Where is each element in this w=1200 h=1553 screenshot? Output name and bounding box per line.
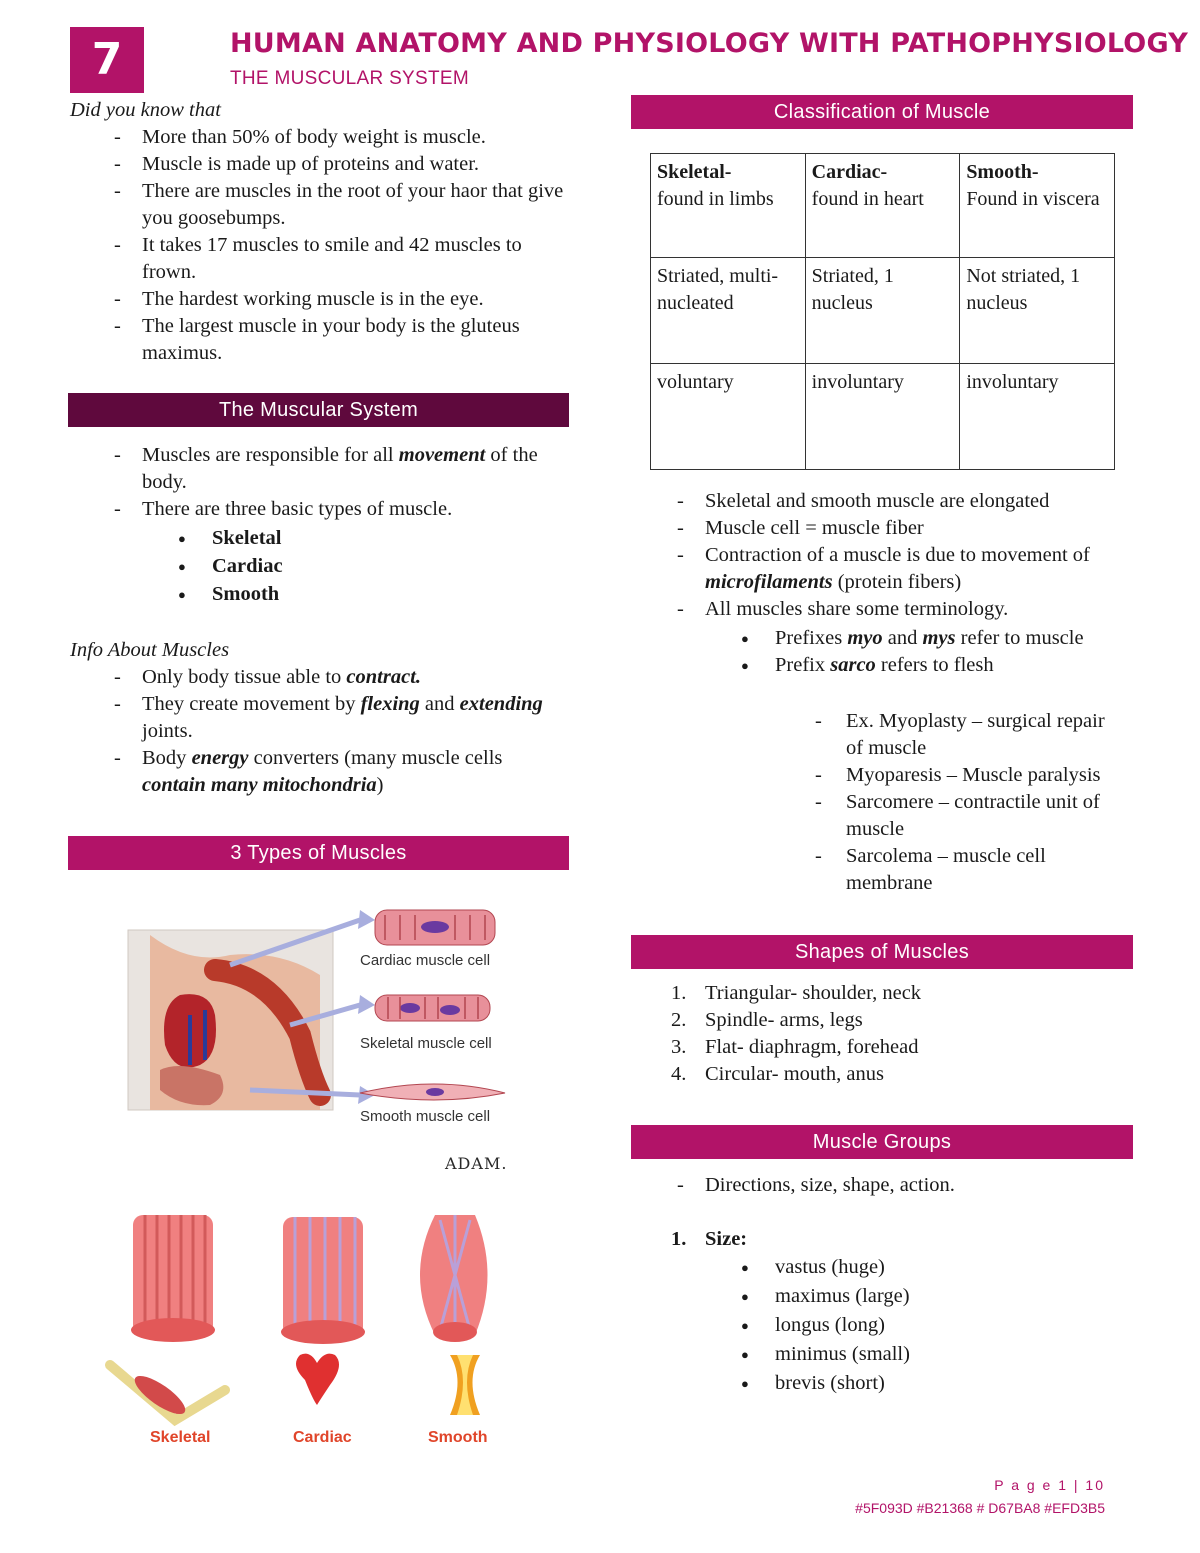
list-item: ● minimus (small): [741, 1343, 910, 1365]
muscle-types-list: [70, 525, 570, 608]
list-item: - Directions, size, shape, action.: [633, 1172, 1113, 1199]
list-item: - The hardest working muscle is in the eye.: [70, 286, 570, 313]
table-cell: involuntary: [960, 364, 1115, 470]
list-item: - Sarcomere – contractile unit of muscle: [815, 791, 1100, 840]
list-item: - Only body tissue able to contract.: [70, 664, 570, 691]
cardiac-cell-label: Cardiac muscle cell: [360, 952, 491, 969]
section-band-muscular-system: The Muscular System: [68, 393, 569, 427]
list-item: - It takes 17 muscles to smile and 42 muscles to frown.: [70, 232, 570, 286]
skeletal-cell-icon: [375, 995, 490, 1021]
classification-table: [650, 153, 1115, 470]
list-item: 4. Circular- mouth, anus: [671, 1063, 884, 1085]
color-codes: #5F093D #B21368 # D67BA8 #EFD3B5: [855, 1500, 1105, 1516]
muscular-system-list: [70, 442, 570, 523]
muscle-tissue-figure: [105, 1205, 505, 1455]
table-cell: Striated, 1 nucleus: [805, 258, 960, 364]
skeletal-label: Skeletal: [150, 1429, 211, 1446]
smooth-vessel-icon: [450, 1355, 480, 1415]
table-cell: Cardiac- found in heart: [805, 154, 960, 258]
did-you-know-heading: Did you know that: [70, 99, 221, 121]
smooth-tissue-icon: [420, 1215, 488, 1342]
list-item: - Myoparesis – Muscle paralysis: [815, 764, 1101, 786]
info-list: [70, 664, 570, 799]
list-item: ● Prefixes myo and mys refer to muscle: [741, 627, 1084, 649]
page-title: HUMAN ANATOMY AND PHYSIOLOGY WITH PATHOPHYSIOLOGY: [230, 28, 1188, 59]
page-number: P a g e 1 | 10: [994, 1477, 1105, 1493]
list-item: 1. Triangular- shoulder, neck: [671, 982, 922, 1004]
list-item: - There are three basic types of muscle.: [70, 496, 570, 523]
table-row: [651, 154, 1115, 258]
table-cell: Not striated, 1 nucleus: [960, 258, 1115, 364]
size-list: [633, 1254, 1113, 1397]
muscle-cells-figure: [120, 895, 550, 1180]
skeletal-cell-label: Skeletal muscle cell: [360, 1035, 492, 1052]
list-item: ● brevis (short): [741, 1372, 885, 1394]
list-item: - Body energy converters (many muscle cells contain many mitochondria): [70, 745, 570, 799]
smooth-cell-label: Smooth muscle cell: [360, 1108, 491, 1125]
list-item: 3. Flat- diaphragm, forehead: [671, 1036, 919, 1058]
list-item: - Muscles are responsible for all movement of the body.: [70, 442, 570, 496]
table-cell: Striated, multi-nucleated: [651, 258, 806, 364]
table-cell: Skeletal- found in limbs: [651, 154, 806, 258]
table-row: [651, 364, 1115, 470]
size-heading: 1. Size:: [671, 1228, 748, 1250]
classification-list: [633, 488, 1133, 623]
skeletal-tissue-icon: [131, 1215, 215, 1342]
list-item: ● longus (long): [741, 1314, 885, 1336]
page-subtitle: THE MUSCULAR SYSTEM: [230, 68, 470, 89]
list-item: 2. Spindle- arms, legs: [671, 1009, 863, 1031]
list-item: - Skeletal and smooth muscle are elongated: [633, 488, 1133, 515]
table-cell: voluntary: [651, 364, 806, 470]
list-item: ● Cardiac: [70, 553, 570, 580]
list-item: - The largest muscle in your body is the gluteus maximus.: [70, 313, 570, 367]
list-item: - Contraction of a muscle is due to movement of microfilaments (protein fibers): [633, 542, 1133, 596]
list-item: ● Prefix sarco refers to flesh: [741, 654, 994, 676]
list-item: - All muscles share some terminology.: [633, 596, 1133, 623]
cardiac-label: Cardiac: [293, 1429, 352, 1446]
chapter-number-badge: 7: [70, 27, 144, 93]
table-cell: involuntary: [805, 364, 960, 470]
table-row: [651, 258, 1115, 364]
list-item: - They create movement by flexing and extending joints.: [70, 691, 570, 745]
cardiac-tissue-icon: [281, 1217, 365, 1344]
section-band-classification: Classification of Muscle: [631, 95, 1133, 129]
info-heading: Info About Muscles: [70, 639, 230, 661]
list-item: - There are muscles in the root of your haor that give you goosebumps.: [70, 178, 570, 232]
heart-organ-icon: [296, 1354, 339, 1405]
figure-credit: ADAM.: [445, 1154, 508, 1173]
list-item: - Muscle is made up of proteins and water.: [70, 151, 570, 178]
groups-intro-list: [633, 1172, 1113, 1199]
list-item: - Ex. Myoplasty – surgical repair of muscle: [815, 710, 1105, 759]
list-item: - More than 50% of body weight is muscle.: [70, 124, 570, 151]
list-item: ● maximus (large): [741, 1285, 910, 1307]
section-band-three-types: 3 Types of Muscles: [68, 836, 569, 870]
list-item: - Sarcolema – muscle cell membrane: [815, 845, 1046, 894]
list-item: ● vastus (huge): [741, 1256, 885, 1278]
section-band-muscle-groups: Muscle Groups: [631, 1125, 1133, 1159]
list-item: - Muscle cell = muscle fiber: [633, 515, 1133, 542]
section-band-shapes: Shapes of Muscles: [631, 935, 1133, 969]
list-item: ● Smooth: [70, 581, 570, 608]
list-item: ● Skeletal: [70, 525, 570, 552]
did-you-know-list: [70, 124, 570, 367]
smooth-label: Smooth: [428, 1429, 488, 1446]
table-cell: Smooth- Found in viscera: [960, 154, 1115, 258]
cardiac-cell-icon: [375, 910, 495, 945]
example-list: [633, 708, 1113, 897]
shapes-list: [633, 980, 1113, 1088]
prefix-list: [633, 625, 1103, 679]
